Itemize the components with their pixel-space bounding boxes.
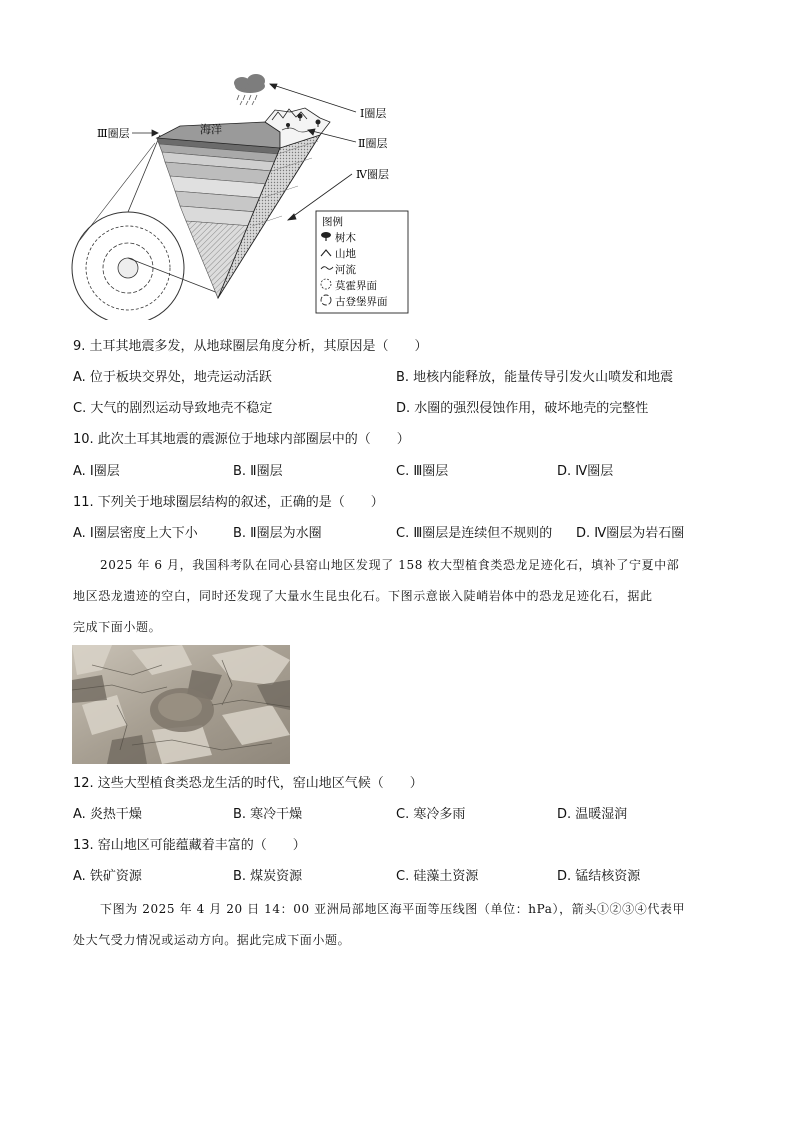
ring-label-ii: Ⅱ圈层 xyxy=(358,137,388,150)
question-11-option-a[interactable]: A. Ⅰ圈层密度上大下小 xyxy=(73,526,198,541)
question-9-option-a[interactable]: A. 位于板块交界处，地壳运动活跃 xyxy=(73,370,272,385)
question-12-stem: 12. 这些大型植食类恐龙生活的时代，窑山地区气候（ ） xyxy=(73,776,423,791)
question-9-option-b[interactable]: B. 地核内能释放，能量传导引发火山喷发和地震 xyxy=(396,370,674,385)
question-11-option-d[interactable]: D. Ⅳ圈层为岩石圈 xyxy=(576,526,685,541)
legend-label-gutenberg: 古登堡界面 xyxy=(335,296,388,308)
dinosaur-footprint-photo xyxy=(72,645,290,764)
question-10-option-a[interactable]: A. Ⅰ圈层 xyxy=(73,464,120,479)
ring-label-i: Ⅰ圈层 xyxy=(360,107,387,120)
question-9-stem: 9. 土耳其地震多发，从地球圈层角度分析，其原因是（ ） xyxy=(73,339,428,354)
question-11-option-b[interactable]: B. Ⅱ圈层为水圈 xyxy=(233,526,322,541)
question-9-option-d[interactable]: D. 水圈的强烈侵蚀作用，破坏地壳的完整性 xyxy=(396,401,649,416)
passage-2-line-2: 处大气受力情况或运动方向。据此完成下面小题。 xyxy=(73,933,351,947)
question-10-stem: 10. 此次土耳其地震的震源位于地球内部圈层中的（ ） xyxy=(73,432,410,447)
question-10-option-c[interactable]: C. Ⅲ圈层 xyxy=(396,464,449,479)
sea-label: 海洋 xyxy=(200,123,222,136)
legend-title: 图例 xyxy=(322,216,343,228)
question-13-option-d[interactable]: D. 锰结核资源 xyxy=(557,869,641,884)
question-11-option-c[interactable]: C. Ⅲ圈层是连续但不规则的 xyxy=(396,526,553,541)
passage-2-line-1: 下图为 2025 年 4 月 20 日 14：00 亚洲局部地区海平面等压线图（单位：hPa），箭头①②③④代表甲 xyxy=(100,902,686,916)
legend-label-river: 河流 xyxy=(335,264,356,276)
legend-label-mountain: 山地 xyxy=(335,248,356,260)
question-10-option-b[interactable]: B. Ⅱ圈层 xyxy=(233,464,283,479)
question-12-option-c[interactable]: C. 寒冷多雨 xyxy=(396,807,466,822)
question-13-option-a[interactable]: A. 铁矿资源 xyxy=(73,869,142,884)
question-12-option-b[interactable]: B. 寒冷干燥 xyxy=(233,807,303,822)
question-13-option-c[interactable]: C. 硅藻土资源 xyxy=(396,869,479,884)
question-9-option-c[interactable]: C. 大气的剧烈运动导致地壳不稳定 xyxy=(73,401,273,416)
question-13-stem: 13. 窑山地区可能蕴藏着丰富的（ ） xyxy=(73,838,306,853)
passage-1-line-1: 2025 年 6 月，我国科考队在同心县窑山地区发现了 158 枚大型植食类恐龙足迹化石，填补了宁夏中部 xyxy=(100,558,680,572)
question-13-option-b[interactable]: B. 煤炭资源 xyxy=(233,869,303,884)
passage-1-line-2: 地区恐龙遗迹的空白，同时还发现了大量水生昆虫化石。下图示意嵌入陡峭岩体中的恐龙足迹化石，据此 xyxy=(73,589,653,603)
earth-sphere-diagram xyxy=(60,70,420,320)
question-11-stem: 11. 下列关于地球圈层结构的叙述，正确的是（ ） xyxy=(73,495,384,510)
question-12-option-a[interactable]: A. 炎热干燥 xyxy=(73,807,142,822)
question-10-option-d[interactable]: D. Ⅳ圈层 xyxy=(557,464,614,479)
legend xyxy=(316,211,408,313)
legend-label-moho: 莫霍界面 xyxy=(335,280,377,292)
passage-1-line-3: 完成下面小题。 xyxy=(73,620,162,634)
cloud-icon xyxy=(234,74,265,105)
ring-label-iv: Ⅳ圈层 xyxy=(356,168,389,181)
legend-label-tree: 树木 xyxy=(335,232,356,244)
question-12-option-d[interactable]: D. 温暖湿润 xyxy=(557,807,628,822)
ring-label-iii: Ⅲ圈层 xyxy=(97,127,130,140)
